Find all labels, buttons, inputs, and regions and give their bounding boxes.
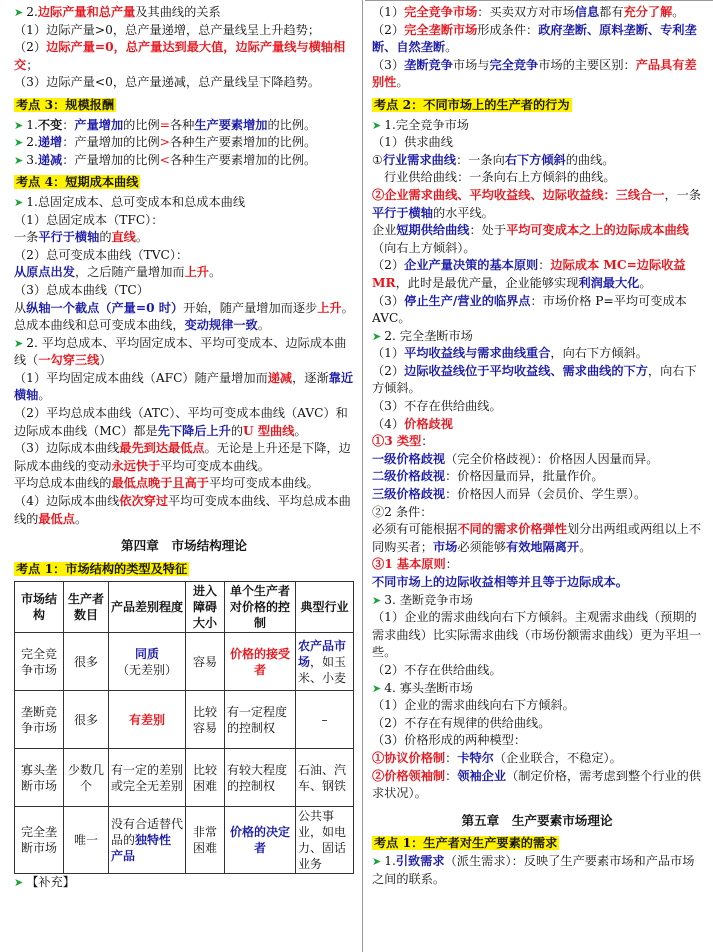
- chapter-title-4: 第四章 市场结构理论: [121, 538, 247, 554]
- text-line: （1）边际产量>0，总产量递增，总产量线呈上升趋势；: [14, 22, 321, 37]
- text-line: （4）边际成本曲线依次穿过平均可变成本曲线、平均总成本曲线的最低点。: [14, 494, 351, 526]
- text-line: （2）企业产量决策的基本原则：边际成本 MC=边际收益 MR，此时是最优产量，企业能够实现利润最大化。: [372, 258, 686, 290]
- text-line: ②价格领袖制：领袖企业（制定价格，需考虑到整个行业的供求状况）。: [372, 768, 702, 801]
- text-line: （2）平均总成本曲线（ATC）、平均可变成本曲线（AVC）和边际成本曲线（MC）都是先下降后上升的U 型曲线。: [14, 406, 348, 438]
- table-cell: 完全竞争市场: [15, 633, 64, 691]
- table-header-cell: 产品差别程度: [109, 582, 186, 633]
- table-cell: 有差别: [109, 691, 186, 749]
- text-line: ➤ 1.不变：产量增加的比例=各种生产要素增加的比例。: [14, 117, 317, 132]
- table-header-cell: 单个生产者对价格的控制: [225, 582, 296, 633]
- arrow-icon: ➤: [14, 118, 24, 132]
- text-line: ➤ 1.引致需求（派生需求）：反映了生产要素市场和产品市场之间的联系。: [372, 853, 695, 886]
- arrow-icon: ➤: [372, 118, 382, 132]
- text-line: 一条平行于横轴的直线。: [14, 230, 149, 245]
- arrow-icon: ➤: [14, 136, 24, 150]
- arrow-icon: ➤: [372, 593, 382, 607]
- text-line: ➤ 2. 平均总成本、平均固定成本、平均可变成本、边际成本曲线（一勾穿三线）: [14, 335, 347, 368]
- text-line: （3）价格形成的两种模型：: [372, 733, 527, 748]
- text-line: 一级价格歧视（完全价格歧视）：价格因人因量而异。: [372, 451, 659, 466]
- text-line: （2）边际收益线位于平均收益线、需求曲线的下方，向右下方倾斜。: [372, 363, 697, 396]
- table-cell: 有较大程度的控制权: [225, 749, 296, 807]
- text-line: 行业供给曲线：一条向右上方倾斜的曲线。: [384, 170, 616, 185]
- table-cell: 完全垄断市场: [15, 807, 64, 874]
- chapter-title-5: 第五章 生产要素市场理论: [461, 812, 613, 828]
- arrow-icon: ➤: [372, 329, 382, 343]
- table-cell: 价格的决定者: [225, 807, 296, 874]
- section-heading-producer-behavior: 考点 2：不同市场上的生产者的行为: [374, 97, 570, 112]
- text-line: （3）垄断竞争市场与完全竞争市场的主要区别：产品具有差别性。: [372, 57, 697, 90]
- text-line: 从纵轴一个截点（产量=0 时）开始，随产量增加而逐步上升。: [14, 300, 354, 315]
- table-cell: 石油、汽车、钢铁: [296, 749, 354, 807]
- market-structure-table: [14, 581, 354, 874]
- text-line: ①协议价格制：卡特尔（企业联合，不稳定）。: [372, 750, 622, 765]
- right-column: [372, 4, 702, 888]
- text-line: ①3 类型：: [372, 434, 434, 449]
- table-cell: 寡头垄断市场: [15, 749, 64, 807]
- arrow-icon: ➤: [14, 153, 24, 167]
- text-line: ➤ 1.完全竞争市场: [372, 117, 469, 132]
- text-line: （3）不存在供给曲线。: [372, 399, 502, 414]
- text-line: ➤ 3. 垄断竞争市场: [372, 592, 473, 607]
- text-line: （3）停止生产/营业的临界点：市场价格 P=平均可变成本 AVC。: [372, 293, 687, 326]
- table-cell: 农产品市场，如玉米、小麦: [296, 633, 354, 691]
- table-row: [15, 691, 354, 749]
- arrow-icon: ➤: [372, 854, 382, 868]
- column-divider: [362, 0, 363, 952]
- text-line: ➤ 1.总固定成本、总可变成本和总成本曲线: [14, 194, 246, 209]
- table-cell: 没有合适替代品的独特性产品: [109, 807, 186, 874]
- arrow-icon: ➤: [14, 876, 24, 890]
- table-cell: 非常困难: [186, 807, 225, 874]
- text-line: 从原点出发，之后随产量增加而上升。: [14, 265, 222, 280]
- text-line: ③1 基本原则：: [372, 557, 458, 572]
- table-row: [15, 633, 354, 691]
- text-line: 平均总成本曲线的最低点晚于且高于平均可变成本曲线。: [14, 476, 319, 491]
- text-line: （4）价格歧视: [372, 416, 453, 431]
- text-line: （1）平均收益线与需求曲线重合，向右下方倾斜。: [372, 346, 648, 361]
- table-cell: 价格的接受者: [225, 633, 296, 691]
- left-column: [14, 4, 354, 892]
- arrow-icon: ➤: [14, 195, 24, 209]
- table-header-cell: 进入障碍大小: [186, 582, 225, 633]
- table-header-cell: 生产者数目: [64, 582, 109, 633]
- section-heading-returns: 考点 3：规模报酬: [16, 97, 115, 112]
- text-line: （2）完全垄断市场形成条件：政府垄断、原料垄断、专利垄断、自然垄断。: [372, 22, 697, 55]
- text-line: ➤ 3.递减：产量增加的比例<各种生产要素增加的比例。: [14, 152, 317, 167]
- text-line: ①行业需求曲线：一条向右下方倾斜的曲线。: [372, 152, 615, 167]
- text-line: （1）企业的需求曲线向右下方倾斜。: [372, 698, 575, 713]
- text-line: ➤ 2. 完全垄断市场: [372, 328, 473, 343]
- text-line: （1）平均固定成本曲线（AFC）随产量增加而递减，逐渐靠近横轴。: [14, 370, 354, 403]
- text-line: ②2 条件：: [372, 504, 433, 519]
- table-cell: –: [296, 691, 354, 749]
- marginal-total-heading: ➤ 2.边际产量和总产量及其曲线的关系: [14, 5, 221, 19]
- text-line: 必须有可能根据不同的需求价格弹性划分出两组或两组以上不同购买者；市场必须能够有效地隔离开。: [372, 522, 702, 554]
- text-line: （1）完全竞争市场：买卖双方对市场信息都有充分了解。: [372, 5, 685, 19]
- text-line: （3）边际成本曲线最先到达最低点。无论是上升还是下降，边际成本曲线的变动永远快于平均可变成本曲线。: [14, 441, 351, 473]
- text-line: （2）不存在供给曲线。: [372, 662, 502, 677]
- section-heading-factor-demand: 考点 1：生产者对生产要素的需求: [374, 836, 558, 851]
- text-line: ②企业需求曲线、平均收益线、边际收益线：三线合一，一条平行于横轴的水平线。: [372, 187, 702, 220]
- text-line: （1）企业的需求曲线向右下方倾斜。主观需求曲线（预期的需求曲线）比实际需求曲线（市场份额需求曲线）更为平坦一些。: [372, 610, 702, 660]
- text-line: （1）总固定成本（TFC）：: [14, 212, 164, 227]
- table-cell: 唯一: [64, 807, 109, 874]
- table-cell: 容易: [186, 633, 225, 691]
- table-cell: 同质 （无差别）: [109, 633, 186, 691]
- table-header-row: [15, 582, 354, 633]
- text-line: （3）边际产量<0，总产量递减，总产量线呈下降趋势。: [14, 75, 321, 90]
- text-line: （2）边际产量=0，总产量达到最大值，边际产量线与横轴相交；: [14, 40, 346, 72]
- section-heading-market-types: 考点 1：市场结构的类型及特征: [16, 561, 188, 576]
- supplement-note: ➤ 【补充】: [14, 875, 75, 890]
- table-cell: 垄断竞争市场: [15, 691, 64, 749]
- table-cell: 有一定程度的控制权: [225, 691, 296, 749]
- text-line: 二级价格歧视：价格因量而异，批量作价。: [372, 469, 604, 484]
- table-row: [15, 749, 354, 807]
- text-line: （2）不存在有规律的供给曲线。: [372, 715, 551, 730]
- text-line: ➤ 4. 寡头垄断市场: [372, 680, 473, 695]
- table-cell: 少数几个: [64, 749, 109, 807]
- table-cell: 比较容易: [186, 691, 225, 749]
- table-header-cell: 典型行业: [296, 582, 354, 633]
- table-cell: 很多: [64, 691, 109, 749]
- text-line: （3）总成本曲线（TC）: [14, 282, 149, 297]
- text-line: ➤ 2.递增：产量增加的比例>各种生产要素增加的比例。: [14, 135, 317, 150]
- top-rule: [365, 0, 713, 1]
- table-header-cell: 市场结构: [15, 582, 64, 633]
- table-cell: 很多: [64, 633, 109, 691]
- table-row: [15, 807, 354, 874]
- section-heading-short-cost: 考点 4：短期成本曲线: [16, 175, 139, 190]
- table-cell: 有一定的差别或完全无差别: [109, 749, 186, 807]
- text-line: 不同市场上的边际收益相等并且等于边际成本。: [372, 575, 628, 589]
- text-line: 总成本曲线和总可变成本曲线，变动规律一致。: [14, 318, 270, 333]
- text-line: 企业短期供给曲线：处于平均可变成本之上的边际成本曲线（向右上方倾斜）。: [372, 223, 689, 255]
- table-cell: 公共事业，如电力、固话业务: [296, 807, 354, 874]
- text-line: 三级价格歧视：价格因人而异（会员价、学生票）。: [372, 487, 647, 502]
- arrow-icon: ➤: [372, 681, 382, 695]
- table-cell: 比较困难: [186, 749, 225, 807]
- arrow-icon: ➤: [14, 6, 24, 19]
- arrow-icon: ➤: [14, 336, 24, 350]
- text-line: （1）供求曲线: [372, 135, 453, 150]
- text-line: （2）总可变成本曲线（TVC）：: [14, 247, 189, 262]
